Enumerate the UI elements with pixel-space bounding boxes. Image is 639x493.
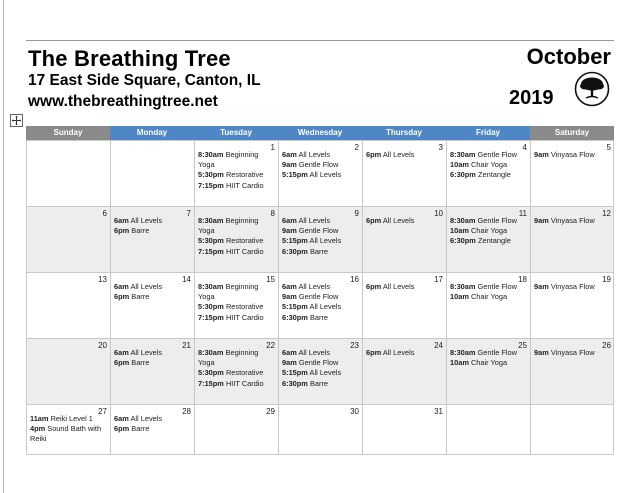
event-list: [282, 348, 359, 389]
event-time: 6am: [114, 216, 129, 225]
class-event[interactable]: [450, 236, 527, 246]
class-event[interactable]: [450, 216, 527, 226]
event-time: 8:30am: [198, 282, 224, 291]
page-margin-rule: [3, 0, 4, 493]
event-name: Barre: [131, 424, 150, 434]
class-event[interactable]: [450, 282, 527, 292]
day-cell[interactable]: [194, 404, 278, 455]
event-time: 7:15pm: [198, 180, 224, 190]
tree-logo-icon: [574, 71, 610, 107]
day-number: 24: [434, 341, 443, 350]
event-name: Chair Yoga: [470, 358, 508, 368]
event-name: All Levels: [298, 282, 331, 291]
event-list: [366, 348, 443, 358]
grid-line: [26, 404, 614, 405]
event-time: 6am: [282, 282, 297, 291]
class-event[interactable]: [450, 358, 527, 368]
event-list: [198, 150, 275, 191]
class-event[interactable]: [282, 160, 359, 170]
event-list: [450, 282, 527, 302]
event-name: All Levels: [309, 236, 342, 246]
grid-line: [26, 140, 614, 141]
class-event[interactable]: [114, 282, 191, 292]
event-time: 6pm: [366, 348, 382, 357]
event-name: Beginning Yoga: [198, 150, 259, 170]
event-list: [30, 414, 107, 445]
event-list: [534, 216, 611, 226]
class-event[interactable]: [534, 150, 611, 160]
event-name: All Levels: [309, 302, 342, 312]
class-event[interactable]: [30, 414, 107, 424]
event-time: 6pm: [114, 424, 130, 434]
event-time: 8:30am: [198, 216, 224, 225]
day-number: 27: [98, 407, 107, 416]
class-event[interactable]: [366, 216, 443, 226]
day-number: 26: [602, 341, 611, 350]
event-name: All Levels: [382, 150, 415, 159]
class-event[interactable]: [198, 379, 275, 389]
event-name: All Levels: [298, 150, 331, 159]
weekday-header-thursday: Thursday: [362, 126, 446, 140]
class-event[interactable]: [198, 282, 275, 302]
event-time: 5:30pm: [198, 170, 224, 180]
day-cell[interactable]: [362, 404, 446, 455]
class-event[interactable]: [198, 236, 275, 246]
event-time: 6pm: [366, 216, 382, 225]
class-event[interactable]: [282, 348, 359, 358]
weekday-header-tuesday: Tuesday: [194, 126, 278, 140]
grid-line: [278, 140, 279, 455]
event-time: 10am: [450, 226, 469, 236]
day-number: 4: [522, 143, 527, 152]
event-name: Gentle Flow: [477, 348, 517, 357]
class-event[interactable]: [198, 150, 275, 170]
event-name: Barre: [131, 292, 150, 302]
event-time: 10am: [450, 160, 469, 170]
event-name: Vinyasa Flow: [550, 282, 595, 291]
event-time: 10am: [450, 292, 469, 302]
event-name: Vinyasa Flow: [550, 348, 595, 357]
day-number: 1: [270, 143, 275, 152]
event-time: 5:15pm: [282, 368, 308, 378]
event-name: Gentle Flow: [477, 216, 517, 225]
event-list: [534, 348, 611, 358]
event-name: Barre: [131, 358, 150, 368]
event-name: Gentle Flow: [477, 282, 517, 291]
grid-line: [613, 140, 614, 455]
event-time: 6:30pm: [450, 236, 476, 246]
day-number: 25: [518, 341, 527, 350]
event-list: [282, 282, 359, 323]
event-list: [534, 150, 611, 160]
event-name: Reiki Level 1: [50, 414, 93, 423]
studio-website[interactable]: www.thebreathingtree.net: [28, 93, 218, 110]
event-time: 9am: [282, 160, 297, 170]
event-name: Gentle Flow: [298, 160, 339, 170]
weekday-header-saturday: Saturday: [530, 126, 614, 140]
day-cell[interactable]: [278, 404, 362, 455]
event-name: Barre: [309, 378, 329, 388]
event-time: 5:30pm: [198, 302, 224, 312]
event-name: HIIT Cardio: [225, 312, 264, 322]
grid-line: [446, 140, 447, 455]
day-number: 18: [518, 275, 527, 284]
day-cell[interactable]: [194, 338, 278, 404]
event-name: All Levels: [382, 216, 415, 225]
class-event[interactable]: [198, 247, 275, 257]
event-time: 9am: [534, 150, 549, 159]
day-cell[interactable]: [110, 206, 194, 272]
event-time: 8:30am: [450, 348, 476, 357]
class-event[interactable]: [282, 247, 359, 257]
class-event[interactable]: [198, 368, 275, 378]
weekday-header-sunday: Sunday: [26, 126, 110, 140]
class-event[interactable]: [198, 348, 275, 368]
day-number: 9: [354, 209, 359, 218]
day-cell[interactable]: [530, 272, 614, 338]
event-time: 9am: [534, 282, 549, 291]
event-time: 9am: [534, 348, 549, 357]
class-event[interactable]: [534, 348, 611, 358]
event-name: Beginning Yoga: [198, 282, 259, 302]
day-cell[interactable]: [362, 206, 446, 272]
day-number: 22: [266, 341, 275, 350]
event-name: Restorative: [225, 302, 264, 312]
event-name: Restorative: [225, 368, 264, 378]
day-number: 17: [434, 275, 443, 284]
event-time: 6:30pm: [282, 246, 308, 256]
calendar-year: 2019: [509, 87, 554, 109]
day-cell[interactable]: [530, 404, 614, 455]
event-time: 5:15pm: [282, 236, 308, 246]
event-name: Chair Yoga: [470, 226, 508, 236]
event-list: [450, 216, 527, 247]
event-name: All Levels: [309, 368, 342, 378]
class-event[interactable]: [534, 216, 611, 226]
event-name: Barre: [309, 312, 329, 322]
class-event[interactable]: [282, 368, 359, 378]
event-list: [282, 216, 359, 257]
class-event[interactable]: [450, 170, 527, 180]
event-time: 6am: [282, 150, 297, 159]
day-number: 20: [98, 341, 107, 350]
event-time: 8:30am: [450, 216, 476, 225]
event-list: [114, 414, 191, 434]
event-name: Beginning Yoga: [198, 216, 259, 236]
class-event[interactable]: [282, 313, 359, 323]
event-time: 7:15pm: [198, 246, 224, 256]
day-cell[interactable]: [26, 272, 110, 338]
day-number: 16: [350, 275, 359, 284]
day-cell[interactable]: [26, 404, 110, 455]
grid-line: [530, 140, 531, 455]
event-list: [114, 282, 191, 302]
day-cell[interactable]: [110, 140, 194, 206]
class-event[interactable]: [282, 170, 359, 180]
day-number: 7: [186, 209, 191, 218]
event-name: Barre: [309, 246, 329, 256]
event-name: Chair Yoga: [470, 292, 508, 302]
event-time: 8:30am: [450, 150, 476, 159]
event-time: 5:15pm: [282, 170, 308, 180]
event-time: 6pm: [114, 226, 130, 236]
day-cell[interactable]: [26, 206, 110, 272]
grid-line: [110, 140, 111, 455]
event-list: [198, 282, 275, 323]
day-cell[interactable]: [446, 140, 530, 206]
day-number: 31: [434, 407, 443, 416]
event-list: [366, 282, 443, 292]
class-event[interactable]: [450, 160, 527, 170]
event-time: 6am: [114, 414, 129, 423]
event-time: 5:15pm: [282, 302, 308, 312]
day-cell[interactable]: [110, 338, 194, 404]
event-name: All Levels: [382, 282, 415, 291]
class-event[interactable]: [114, 226, 191, 236]
day-number: 6: [102, 209, 107, 218]
event-list: [282, 150, 359, 181]
event-time: 6:30pm: [282, 312, 308, 322]
day-cell[interactable]: [278, 206, 362, 272]
event-time: 6pm: [366, 150, 382, 159]
event-list: [450, 348, 527, 368]
event-time: 8:30am: [198, 348, 224, 357]
event-time: 9am: [282, 358, 297, 368]
day-cell[interactable]: [446, 404, 530, 455]
grid-line: [362, 140, 363, 455]
event-time: 6am: [114, 282, 129, 291]
event-name: Vinyasa Flow: [550, 216, 595, 225]
event-name: Beginning Yoga: [198, 348, 259, 368]
class-event[interactable]: [282, 358, 359, 368]
class-event[interactable]: [114, 424, 191, 434]
event-time: 8:30am: [198, 150, 224, 159]
grid-line: [26, 206, 614, 207]
class-event[interactable]: [366, 150, 443, 160]
event-name: Chair Yoga: [470, 160, 508, 170]
event-time: 4pm: [30, 424, 46, 434]
weekday-header-monday: Monday: [110, 126, 194, 140]
studio-name: The Breathing Tree: [28, 46, 231, 71]
day-cell[interactable]: [446, 206, 530, 272]
day-cell[interactable]: [278, 272, 362, 338]
event-name: Restorative: [225, 236, 264, 246]
day-cell[interactable]: [446, 272, 530, 338]
class-event[interactable]: [30, 424, 107, 444]
event-time: 6am: [114, 348, 129, 357]
day-cell[interactable]: [278, 140, 362, 206]
class-event[interactable]: [450, 348, 527, 358]
calendar-month: October: [526, 44, 611, 69]
event-name: Gentle Flow: [298, 226, 339, 236]
day-number: 19: [602, 275, 611, 284]
class-event[interactable]: [282, 302, 359, 312]
header-top-rule: [26, 40, 614, 41]
day-cell[interactable]: [362, 140, 446, 206]
event-name: All Levels: [309, 170, 342, 180]
event-name: All Levels: [130, 348, 163, 357]
event-name: HIIT Cardio: [225, 378, 264, 388]
day-number: 8: [270, 209, 275, 218]
day-cell[interactable]: [194, 206, 278, 272]
day-number: 11: [518, 209, 527, 218]
class-event[interactable]: [450, 226, 527, 236]
day-number: 21: [182, 341, 191, 350]
day-number: 13: [98, 275, 107, 284]
class-event[interactable]: [114, 348, 191, 358]
day-number: 14: [182, 275, 191, 284]
month-calendar: [26, 126, 614, 455]
event-time: 9am: [282, 226, 297, 236]
event-name: All Levels: [382, 348, 415, 357]
weekday-header-friday: Friday: [446, 126, 530, 140]
event-time: 5:30pm: [198, 236, 224, 246]
grid-line: [26, 272, 614, 273]
event-time: 6pm: [114, 358, 130, 368]
event-name: Gentle Flow: [477, 150, 517, 159]
event-name: All Levels: [298, 216, 331, 225]
day-number: 23: [350, 341, 359, 350]
event-name: Gentle Flow: [298, 292, 339, 302]
day-cell[interactable]: [530, 338, 614, 404]
event-name: Barre: [131, 226, 150, 236]
grid-line: [26, 454, 614, 455]
class-event[interactable]: [450, 150, 527, 160]
day-number: 12: [602, 209, 611, 218]
day-cell[interactable]: [530, 206, 614, 272]
event-name: All Levels: [130, 414, 163, 423]
class-event[interactable]: [198, 216, 275, 236]
event-name: HIIT Cardio: [225, 180, 264, 190]
event-name: All Levels: [298, 348, 331, 357]
event-time: 9am: [534, 216, 549, 225]
grid-line: [26, 140, 27, 455]
weekday-header-wednesday: Wednesday: [278, 126, 362, 140]
class-event[interactable]: [114, 216, 191, 226]
event-name: Sound Bath with Reiki: [30, 424, 102, 444]
day-number: 10: [434, 209, 443, 218]
event-list: [534, 282, 611, 292]
class-event[interactable]: [198, 181, 275, 191]
event-name: HIIT Cardio: [225, 246, 264, 256]
class-event[interactable]: [198, 302, 275, 312]
event-time: 6:30pm: [450, 170, 476, 180]
event-time: 5:30pm: [198, 368, 224, 378]
day-number: 3: [438, 143, 443, 152]
day-cell[interactable]: [26, 338, 110, 404]
day-cell[interactable]: [110, 272, 194, 338]
event-time: 10am: [450, 358, 469, 368]
class-event[interactable]: [282, 282, 359, 292]
class-event[interactable]: [114, 292, 191, 302]
class-event[interactable]: [282, 236, 359, 246]
class-event[interactable]: [534, 282, 611, 292]
event-name: Gentle Flow: [298, 358, 339, 368]
day-cell[interactable]: [362, 272, 446, 338]
day-number: 5: [606, 143, 611, 152]
day-cell[interactable]: [26, 140, 110, 206]
class-event[interactable]: [366, 282, 443, 292]
class-event[interactable]: [114, 414, 191, 424]
event-time: 7:15pm: [198, 312, 224, 322]
class-event[interactable]: [198, 313, 275, 323]
class-event[interactable]: [282, 292, 359, 302]
day-cell[interactable]: [446, 338, 530, 404]
event-time: 9am: [282, 292, 297, 302]
grid-line: [26, 338, 614, 339]
day-cell[interactable]: [278, 338, 362, 404]
day-cell[interactable]: [110, 404, 194, 455]
event-name: Restorative: [225, 170, 264, 180]
event-name: All Levels: [130, 216, 163, 225]
event-time: 8:30am: [450, 282, 476, 291]
event-time: 6pm: [366, 282, 382, 291]
day-cell[interactable]: [530, 140, 614, 206]
studio-address: 17 East Side Square, Canton, IL: [28, 72, 261, 89]
day-cell[interactable]: [194, 140, 278, 206]
move-handle-icon[interactable]: [10, 114, 23, 127]
class-event[interactable]: [450, 292, 527, 302]
event-time: 6am: [282, 216, 297, 225]
event-time: 7:15pm: [198, 378, 224, 388]
class-event[interactable]: [282, 216, 359, 226]
grid-line: [194, 140, 195, 455]
event-name: All Levels: [130, 282, 163, 291]
event-list: [114, 348, 191, 368]
event-list: [366, 150, 443, 160]
event-name: Vinyasa Flow: [550, 150, 595, 159]
class-event[interactable]: [198, 170, 275, 180]
event-time: 6am: [282, 348, 297, 357]
event-list: [198, 348, 275, 389]
class-event[interactable]: [366, 348, 443, 358]
class-event[interactable]: [282, 226, 359, 236]
event-name: Zentangle: [477, 170, 511, 180]
class-event[interactable]: [282, 150, 359, 160]
event-list: [366, 216, 443, 226]
event-time: 6pm: [114, 292, 130, 302]
day-cell[interactable]: [194, 272, 278, 338]
event-time: 11am: [30, 414, 49, 423]
day-number: 15: [266, 275, 275, 284]
event-time: 6:30pm: [282, 378, 308, 388]
event-list: [198, 216, 275, 257]
event-list: [114, 216, 191, 236]
day-number: 29: [266, 407, 275, 416]
day-number: 30: [350, 407, 359, 416]
event-list: [450, 150, 527, 181]
class-event[interactable]: [114, 358, 191, 368]
day-number: 2: [354, 143, 359, 152]
day-cell[interactable]: [362, 338, 446, 404]
day-number: 28: [182, 407, 191, 416]
class-event[interactable]: [282, 379, 359, 389]
event-name: Zentangle: [477, 236, 511, 246]
